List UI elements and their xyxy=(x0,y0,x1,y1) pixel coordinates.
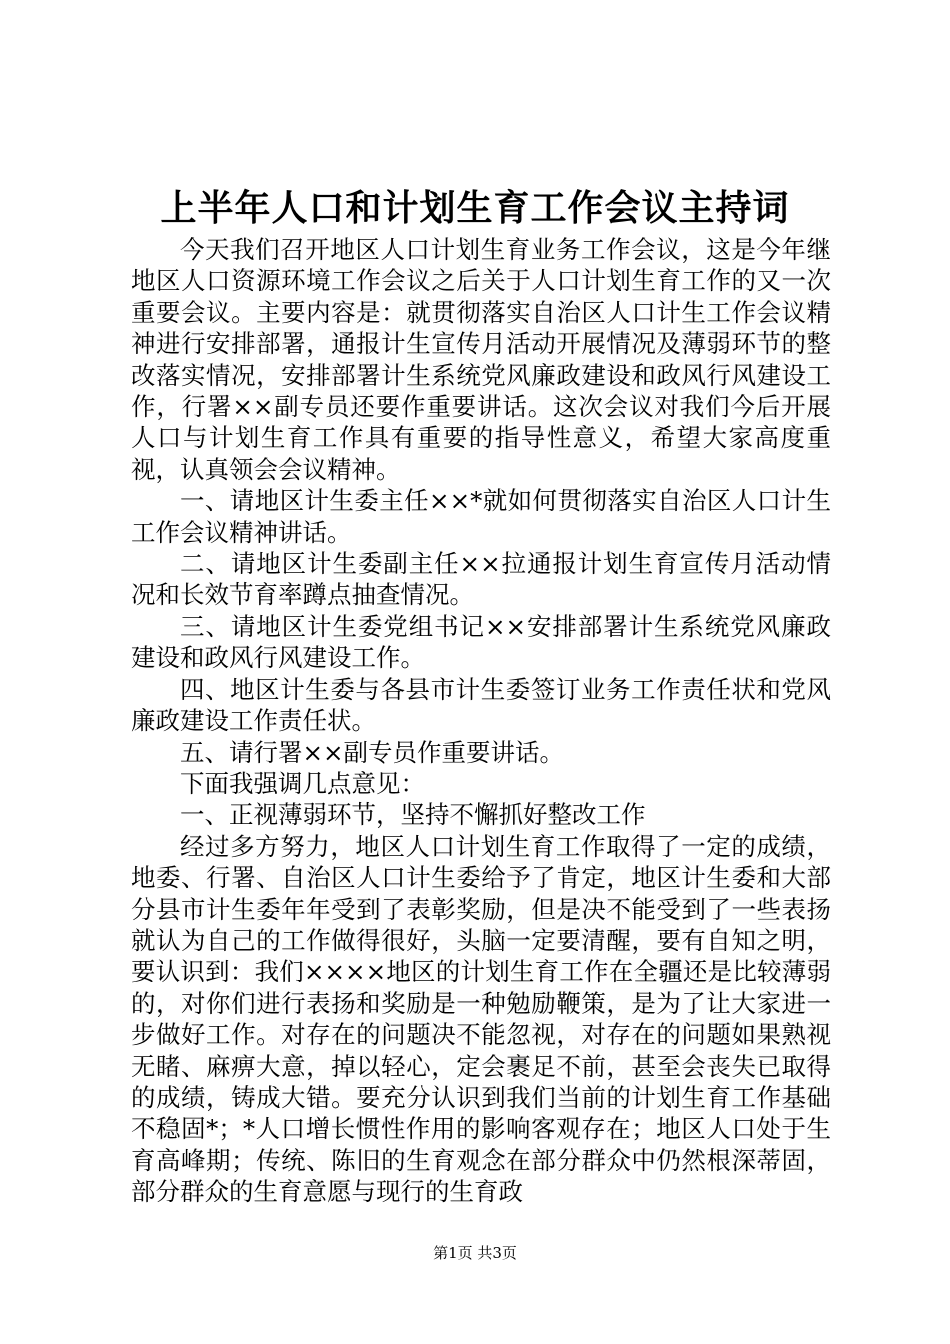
document-body xyxy=(131,234,831,1208)
paragraph-intro: 今天我们召开地区人口计划生育业务工作会议，这是今年继地区人口资源环境工作会议之后关于人口计划生育工作的又一次重要会议。主要内容是：就贯彻落实自治区人口计生工作会议精神进行安排部署，通报计生宣传月活动开展情况及薄弱环节的整改落实情况，安排部署计生系统党风廉政建设和政风行风建设工作，行署××副专员还要作重要讲话。这次会议对我们今后开展人口与计划生育工作具有重要的指导性意义，希望大家高度重视，认真领会会议精神。 xyxy=(131,235,831,484)
section-heading-1: 一、正视薄弱环节，坚持不懈抓好整改工作 xyxy=(180,800,646,830)
paragraph-agenda-3: 三、请地区计生委党组书记××安排部署计生系统党风廉政建设和政风行风建设工作。 xyxy=(131,611,831,673)
paragraph-section-1-body: 经过多方努力，地区人口计划生育工作取得了一定的成绩，地委、行署、自治区人口计生委给予了肯定，地区计生委和大部分县市计生委年年受到了表彰奖励，但是决不能受到了一些表扬就认为自己的工作做得很好，头脑一定要清醒，要有自知之明，要认识到：我们××××地区的计划生育工作在全疆还是比较薄弱的，对你们进行表扬和奖励是一种勉励鞭策，是为了让大家进一步做好工作。对存在的问题决不能忽视，对存在的问题如果熟视无睹、麻痹大意，掉以轻心，定会裹足不前，甚至会丧失已取得的成绩，铸成大错。要充分认识到我们当前的计划生育工作基础不稳固*；*人口增长惯性作用的影响客观存在；地区人口处于生育高峰期；传统、陈旧的生育观念在部分群众中仍然根深蒂固，部分群众的生育意愿与现行的生育政 xyxy=(131,831,831,1207)
paragraph-remarks-intro: 下面我强调几点意见： xyxy=(180,768,425,798)
paragraph-agenda-2: 二、请地区计生委副主任××拉通报计划生育宣传月活动情况和长效节育率蹲点抽查情况。 xyxy=(131,549,831,610)
paragraph-agenda-4: 四、地区计生委与各县市计生委签订业务工作责任状和党风廉政建设工作责任状。 xyxy=(131,674,831,736)
paragraph-agenda-1: 一、请地区计生委主任××*就如何贯彻落实自治区人口计生工作会议精神讲话。 xyxy=(131,486,831,547)
document-title: 上半年人口和计划生育工作会议主持词 xyxy=(160,187,790,229)
paragraph-agenda-5: 五、请行署××副专员作重要讲话。 xyxy=(180,737,565,767)
page-indicator: 第1页 共3页 xyxy=(433,1244,517,1262)
